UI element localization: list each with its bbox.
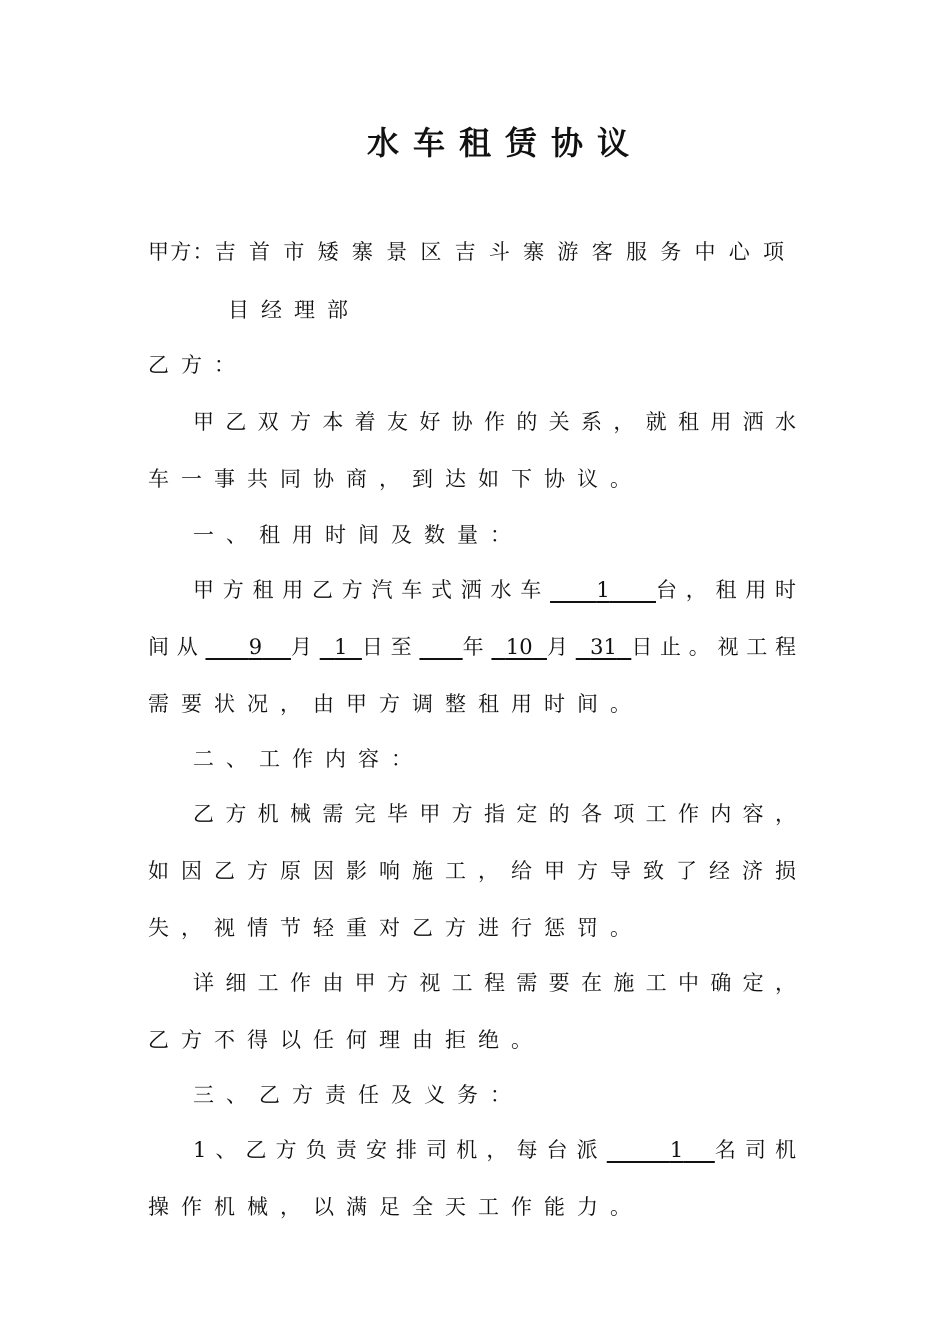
- section-1-line-1: [193, 574, 796, 604]
- driver-count: 1: [669, 1138, 684, 1162]
- section-3-line-1: [193, 1134, 796, 1164]
- sec1-text-a: 甲方租用乙方汽车式洒水车: [193, 578, 551, 602]
- party-a-name-2: 目经理部: [228, 298, 360, 322]
- document-title: 水车租赁协议: [366, 124, 643, 162]
- start-month: 9: [248, 635, 263, 659]
- sec1-text-g: 月: [546, 635, 576, 659]
- section-2-line-3: 失，视情节轻重对乙方进行惩罚。: [148, 916, 643, 940]
- section-2-line-2: 如因乙方原因影响施工，给甲方导致了经济损: [148, 859, 796, 883]
- sec1-text-h: 日止。视工程: [631, 635, 797, 659]
- party-a-label: 甲方：: [148, 240, 215, 264]
- sec1-text-d: 月: [290, 635, 320, 659]
- section-2-line-5: 乙方不得以任何理由拒绝。: [148, 1028, 544, 1052]
- sec1-text-f: 年: [462, 635, 492, 659]
- sec1-text-c: 间从: [148, 635, 206, 659]
- section-1-heading: 一、租用时间及数量：: [193, 523, 523, 547]
- section-3-heading: 三、乙方责任及义务：: [193, 1083, 523, 1107]
- section-2-line-1: 乙方机械需完毕甲方指定的各项工作内容，: [193, 802, 796, 826]
- section-1-line-3: 需要状况，由甲方调整租用时间。: [148, 692, 643, 716]
- end-month: 10: [505, 635, 533, 659]
- end-day: 31: [590, 635, 617, 659]
- rental-quantity: 1: [596, 578, 610, 602]
- start-day: 1: [334, 635, 348, 659]
- party-b-label: 乙方：: [148, 353, 247, 377]
- party-a-name-1: 吉首市矮寨景区吉斗寨游客服务中心项: [214, 240, 797, 264]
- section-2-heading: 二、工作内容：: [193, 747, 424, 771]
- sec1-text-b: 台，租用时: [656, 578, 797, 602]
- sec1-text-e: 日至: [361, 635, 420, 659]
- section-3-line-2: 操作机械，以满足全天工作能力。: [148, 1195, 643, 1219]
- section-1-line-2: [148, 631, 796, 661]
- sec3-text-b: 名司机: [714, 1138, 797, 1162]
- sec3-text-a: 1、乙方负责安排司机，每台派: [193, 1138, 607, 1162]
- party-a-line: [148, 236, 796, 266]
- section-2-line-4: 详细工作由甲方视工程需要在施工中确定，: [193, 971, 796, 995]
- intro-line-2: 车一事共同协商，到达如下协议。: [148, 467, 643, 491]
- intro-line-1: 甲乙双方本着友好协作的关系，就租用洒水: [193, 410, 796, 434]
- rental-year: [419, 635, 462, 659]
